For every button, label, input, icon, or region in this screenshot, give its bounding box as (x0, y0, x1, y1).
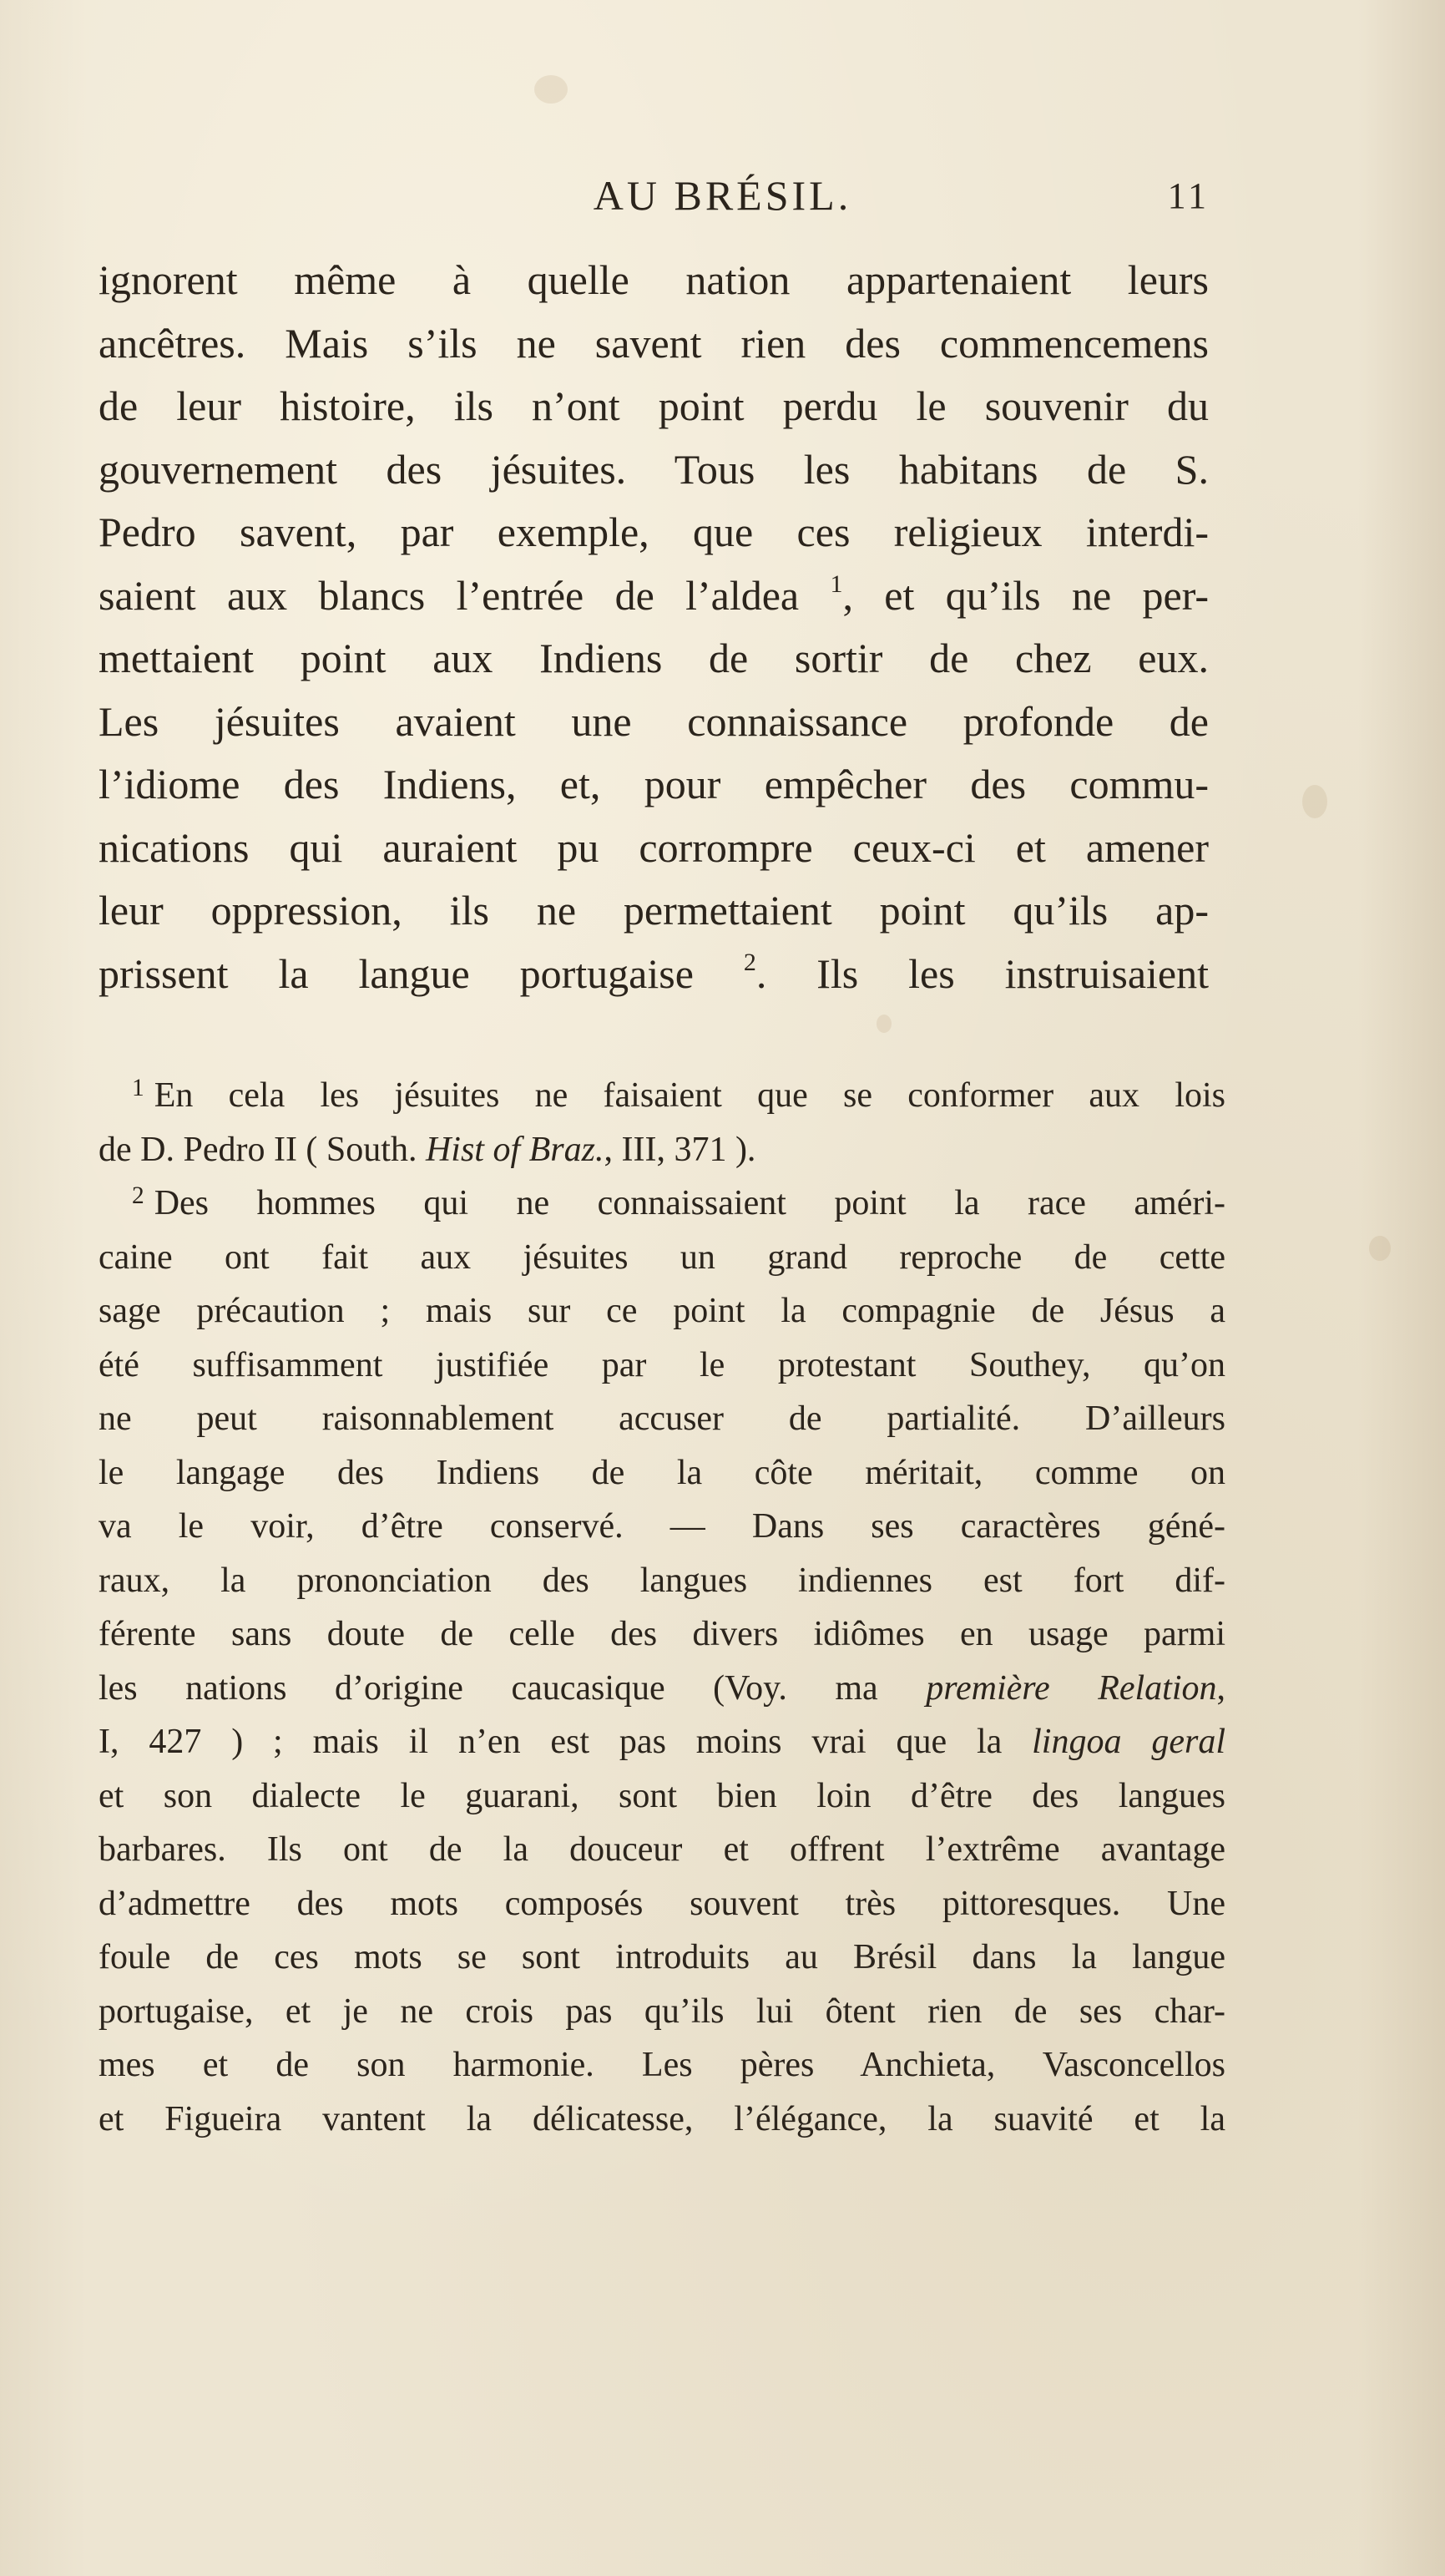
footnote-text: , III, 371 ). (604, 1130, 756, 1169)
footnote-2-line: barbares. Ils ont de la douceur et offrent l’extrême avantage (99, 1830, 1225, 1869)
footnote-text: Des hommes qui ne connaissaient point la race améri- (154, 1184, 1225, 1222)
footnote-2-line: et Figueira vantent la délicatesse, l’élégance, la suavité et la (99, 2099, 1225, 2138)
text-line (99, 943, 1209, 1006)
footnote-text: , (1216, 1668, 1225, 1708)
text-segment: saient aux blancs l’entrée de l’aldea (99, 571, 800, 619)
footnote-2-line (99, 1715, 1225, 1769)
footnote-text: de D. Pedro II ( South. (99, 1130, 426, 1169)
page-header (0, 171, 1445, 230)
footnotes (99, 1069, 1225, 2146)
footnote-italic: lingoa geral (1032, 1723, 1225, 1761)
footnote-2-line (99, 1662, 1225, 1716)
footnote-2-line: ne peut raisonnablement accuser de partialité. D’ailleurs (99, 1399, 1225, 1438)
paper-stain (1369, 1236, 1391, 1261)
footnote-2-line: et son dialecte le guarani, sont bien loin d’être des langues (99, 1776, 1225, 1815)
text-line: gouvernement des jésuites. Tous les habitans de S. (99, 445, 1209, 493)
text-line (99, 564, 1209, 628)
footnote-2-line (99, 1177, 1225, 1231)
note-reference-1: 1 (830, 569, 843, 598)
footnote-2-line: mes et de son harmonie. Les pères Anchieta, Vasconcellos (99, 2046, 1225, 2084)
footnote-2-line: raux, la prononciation des langues indiennes est fort dif- (99, 1561, 1225, 1600)
text-line: Pedro savent, par exemple, que ces religieux interdi- (99, 509, 1209, 555)
footnote-text: I, 427 ) ; mais il n’en est pas moins vrai que la (99, 1723, 1033, 1761)
text-line: ignorent même à quelle nation appartenaient leurs (99, 256, 1209, 303)
text-segment: , et qu’ils ne per- (842, 571, 1209, 619)
text-segment: . Ils les instruisaient (755, 949, 1210, 997)
text-line: l’idiome des Indiens, et, pour empêcher des commu- (99, 761, 1209, 807)
footnote-2-line: été suffisamment justifiée par le protestant Southey, qu’on (99, 1345, 1225, 1384)
footnote-2-line: le langage des Indiens de la côte méritait, comme on (99, 1453, 1225, 1492)
paper-stain (877, 1015, 892, 1033)
text-segment: prissent la langue portugaise (99, 949, 694, 997)
footnote-italic: Hist of Braz. (425, 1130, 604, 1169)
footnote-2-line: portugaise, et je ne crois pas qu’ils lui ôtent rien de ses char- (99, 1991, 1225, 2031)
text-line: leur oppression, ils ne permettaient point qu’ils ap- (99, 887, 1209, 934)
footnote-1-line (99, 1123, 1225, 1177)
footnote-2-line: d’admettre des mots composés souvent très pittoresques. Une (99, 1884, 1225, 1923)
paper-stain (534, 75, 568, 104)
footnote-2-line: férente sans doute de celle des divers idiômes en usage parmi (99, 1615, 1225, 1653)
text-line: de leur histoire, ils n’ont point perdu le souvenir du (99, 382, 1209, 429)
running-title: AU BRÉSIL. (593, 172, 852, 219)
footnote-italic: première Relation (926, 1668, 1217, 1708)
main-text (99, 249, 1209, 1005)
text-line: ancêtres. Mais s’ils ne savent rien des commencemens (99, 319, 1209, 367)
footnote-marker-1: 1 (132, 1074, 144, 1101)
paper-stain (1302, 785, 1327, 818)
footnote-text: En cela les jésuites ne faisaient que se conformer aux lois (154, 1076, 1225, 1115)
footnote-2-line: foule de ces mots se sont introduits au Brésil dans la langue (99, 1938, 1225, 1976)
footnote-text: les nations d’origine caucasique (Voy. ma (99, 1668, 927, 1708)
footnote-2-line: caine ont fait aux jésuites un grand reproche de cette (99, 1237, 1225, 1277)
text-line: nications qui auraient pu corrompre ceux-ci et amener (99, 823, 1209, 871)
footnote-2-line: va le voir, d’être conservé. — Dans ses caractères géné- (99, 1507, 1225, 1546)
note-reference-2: 2 (743, 948, 756, 976)
footnote-2-line: sage précaution ; mais sur ce point la compagnie de Jésus a (99, 1292, 1225, 1330)
text-line: Les jésuites avaient une connaissance profonde de (99, 697, 1209, 745)
footnote-1-line (99, 1069, 1225, 1123)
footnote-marker-2: 2 (132, 1182, 144, 1209)
page-number: 11 (1167, 175, 1210, 216)
text-line: mettaient point aux Indiens de sortir de chez eux. (99, 635, 1209, 681)
